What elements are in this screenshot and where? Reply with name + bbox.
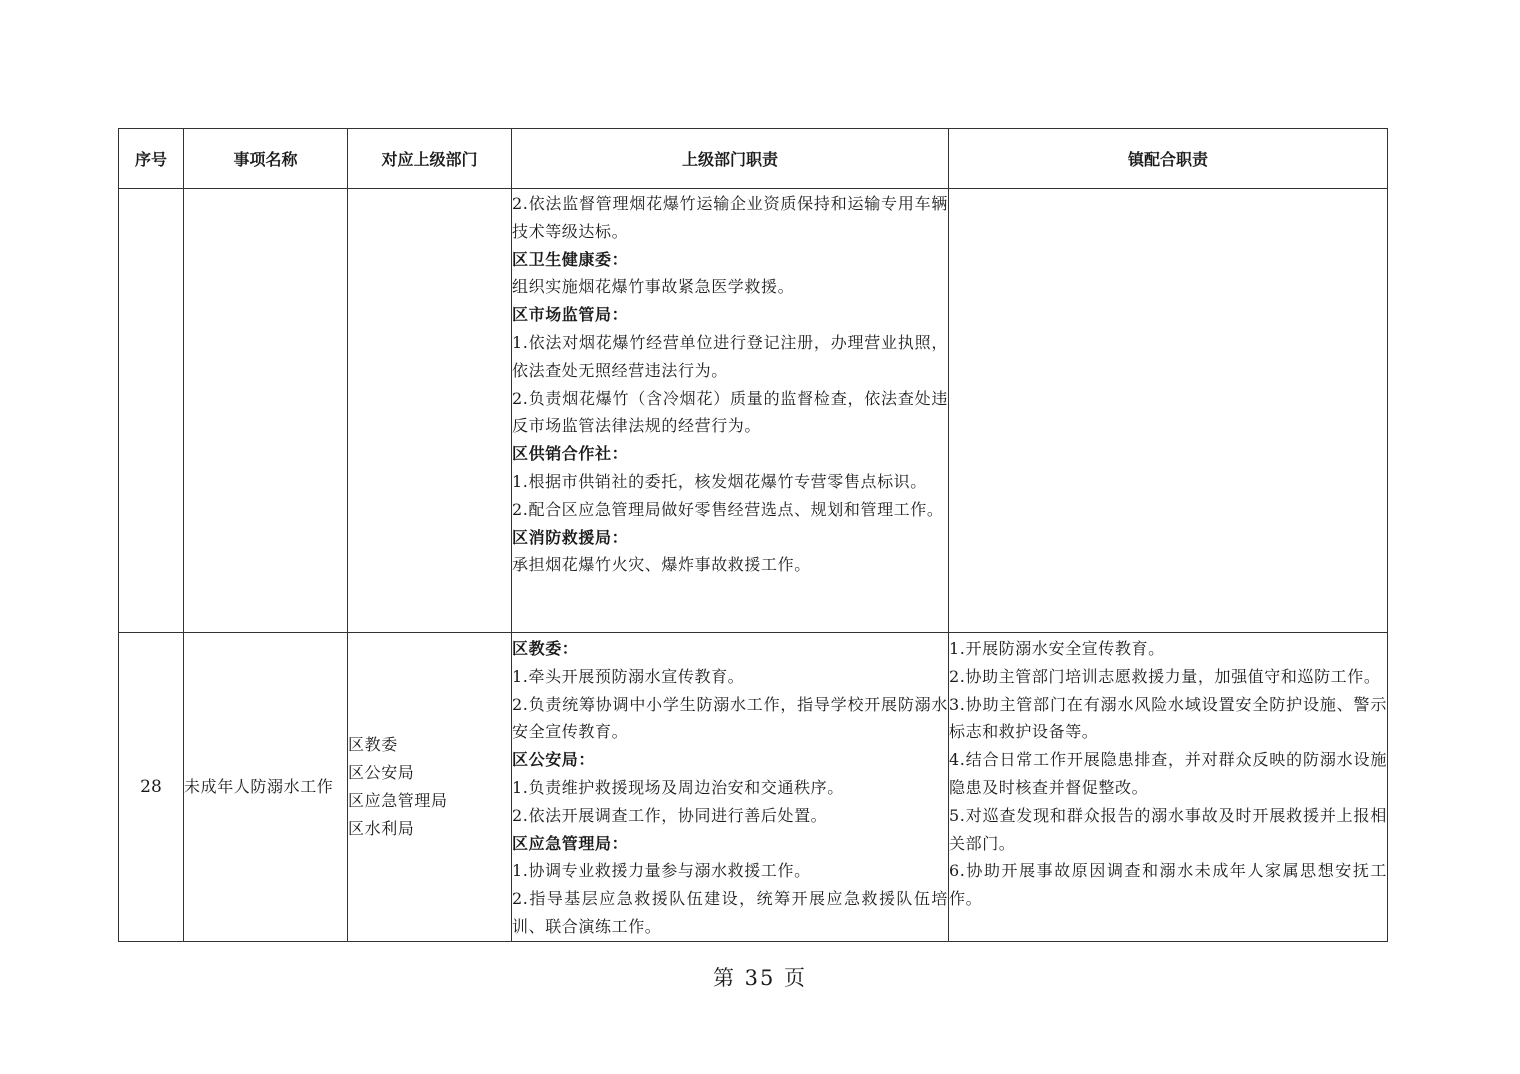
list-item: 区教委: [348, 734, 398, 754]
header-superior-duties: 上级部门职责: [512, 129, 949, 189]
row27-number: [119, 189, 184, 633]
list-item: 2.协助主管部门培训志愿救援力量，加强值守和巡防工作。: [949, 666, 1381, 686]
department-heading: 区教委：: [512, 639, 579, 658]
list-item: 4.结合日常工作开展隐患排查，并对群众反映的防溺水设施隐患及时核查并督促整改。: [949, 750, 1387, 797]
header-row: [119, 129, 1388, 189]
header-town-duties: 镇配合职责: [949, 129, 1388, 189]
row27-town-duties: [949, 189, 1388, 633]
row28-superior-duties: [512, 633, 949, 942]
table-row-continued: [119, 189, 1388, 633]
duty-item: 2.依法监督管理烟花爆竹运输企业资质保持和运输专用车辆技术等级达标。: [512, 194, 948, 241]
department-heading: 区市场监管局：: [512, 305, 629, 325]
department-heading: 区应急管理局：: [512, 833, 629, 853]
duty-item: 1.根据市供销社的委托，核发烟花爆竹专营零售点标识。: [512, 471, 927, 491]
header-item-name: 事项名称: [184, 129, 348, 189]
list-item: 区水利局: [348, 818, 415, 838]
row28-town-duties: [949, 633, 1388, 942]
list-item: 1.开展防溺水安全宣传教育。: [949, 639, 1165, 658]
duty-item: 1.协调专业救援力量参与溺水救援工作。: [512, 861, 811, 881]
duty-item: 2.指导基层应急救援队伍建设，统筹开展应急救援队伍培训、联合演练工作。: [512, 889, 948, 936]
duty-item: 2.配合区应急管理局做好零售经营选点、规划和管理工作。: [512, 499, 944, 519]
list-item: 3.协助主管部门在有溺水风险水域设置安全防护设施、警示标志和救护设备等。: [949, 694, 1387, 742]
duty-item: 2.负责统筹协调中小学生防溺水工作，指导学校开展防溺水安全宣传教育。: [512, 694, 948, 742]
list-item: 6.协助开展事故原因调查和溺水未成年人家属思想安抚工作。: [949, 861, 1387, 909]
header-superior-departments: 对应上级部门: [348, 129, 512, 189]
list-item: 5.对巡查发现和群众报告的溺水事故及时开展救援并上报相关部门。: [949, 805, 1387, 853]
duty-item: 2.依法开展调查工作，协同进行善后处置。: [512, 805, 828, 825]
row27-superior-duties: [512, 189, 949, 633]
duty-item: 1.依法对烟花爆竹经营单位进行登记注册，办理营业执照，依法查处无照经营违法行为。: [512, 332, 948, 380]
duty-item: 组织实施烟花爆竹事故紧急医学救援。: [512, 277, 795, 297]
row27-item-name: [184, 189, 348, 633]
duty-item: 1.负责维护救援现场及周边治安和交通秩序。: [512, 777, 844, 797]
row28-number: 28: [119, 633, 184, 942]
list-item: 区公安局: [348, 762, 415, 782]
duty-item: 2.负责烟花爆竹（含冷烟花）质量的监督检查，依法查处违反市场监管法律法规的经营行为。: [512, 388, 948, 436]
department-heading: 区供销合作社：: [512, 444, 629, 464]
row27-departments: [348, 189, 512, 633]
header-number: 序号: [119, 129, 184, 189]
row28-departments: [348, 633, 512, 942]
duty-item: 1.牵头开展预防溺水宣传教育。: [512, 666, 745, 686]
department-heading: 区消防救援局：: [512, 527, 629, 547]
department-heading: 区卫生健康委：: [512, 249, 629, 269]
duty-table: [118, 128, 1388, 942]
duty-item: 承担烟花爆竹火灾、爆炸事故救援工作。: [512, 555, 811, 575]
department-heading: 区公安局：: [512, 750, 596, 770]
page-number: 第 35 页: [712, 966, 808, 990]
row28-item-name: 未成年人防溺水工作: [184, 633, 348, 942]
table-row-28: [119, 633, 1388, 942]
list-item: 区应急管理局: [348, 790, 448, 810]
